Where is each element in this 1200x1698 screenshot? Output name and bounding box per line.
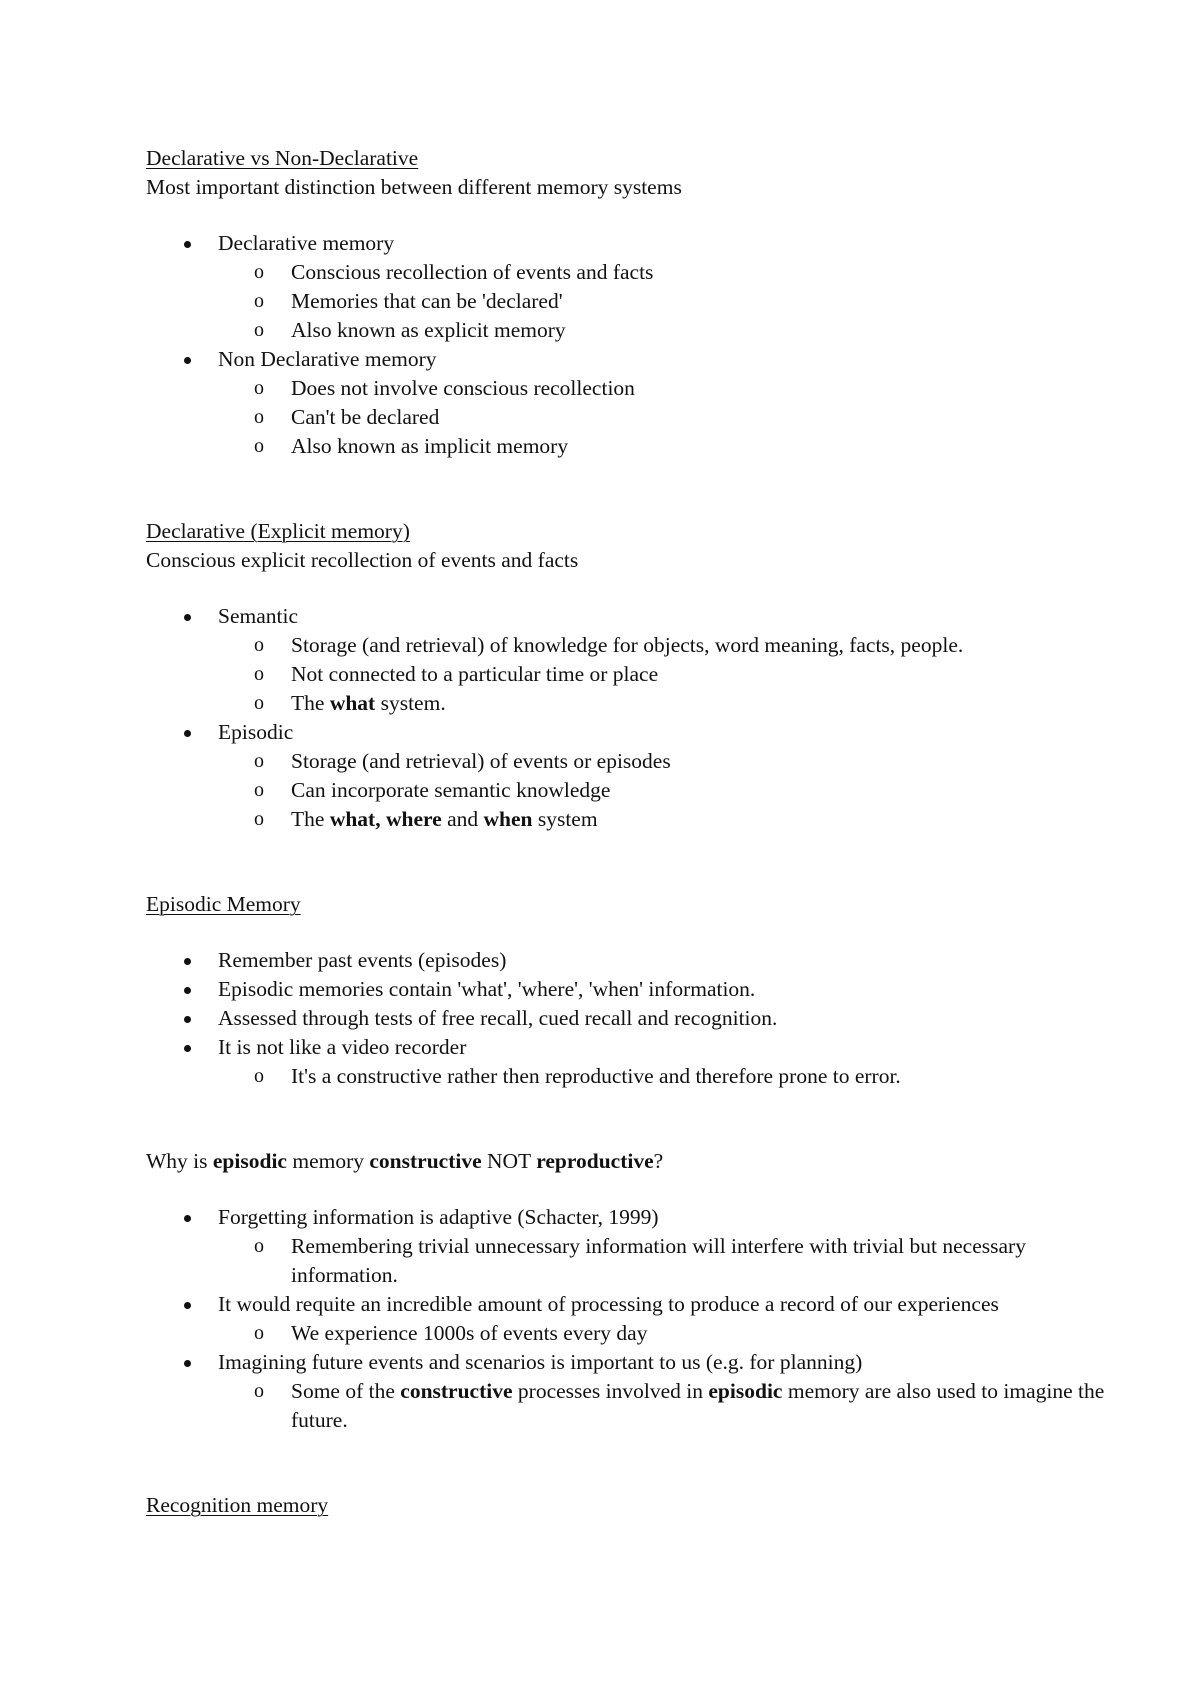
sub-list-item: o Does not involve conscious recollection [218,374,1106,403]
list-item: Episodic memories contain 'what', 'where', 'when' information. [146,975,1106,1004]
sub-list-item: o The what system. [218,689,1106,718]
sub-list [218,747,1106,834]
list-item: Semantic o Storage (and retrieval) of knowledge for objects, word meaning, facts, people. o Not connected to a particular time or place o The what system. [146,602,1106,718]
sub-list [218,1232,1106,1290]
sub-bullet-icon: o [254,779,264,801]
sub-list-item: o It's a constructive rather then reproductive and therefore prone to error. [218,1062,1106,1091]
sub-bullet-icon: o [254,750,264,772]
sub-list-item: o Not connected to a particular time or place [218,660,1106,689]
bullet-list [146,1203,1106,1435]
sub-bullet-icon: o [254,1322,264,1344]
document-page [146,144,1106,1520]
bullet-icon [184,1302,191,1309]
sub-bullet-icon: o [254,1235,264,1257]
bullet-list [146,946,1106,1091]
list-item: Non Declarative memory o Does not involve conscious recollection o Can't be declared o Also known as implicit memory [146,345,1106,461]
sub-list-item: o We experience 1000s of events every day [218,1319,1106,1348]
sub-bullet-icon: o [254,435,264,457]
sub-list [218,374,1106,461]
section-heading: Declarative vs Non-Declarative [146,146,419,170]
bullet-icon [184,987,191,994]
list-item: Imagining future events and scenarios is important to us (e.g. for planning) o Some of the constructive processes involved in episodic memory are also used to imagine the future. [146,1348,1106,1435]
list-item: Assessed through tests of free recall, cued recall and recognition. [146,1004,1106,1033]
bullet-icon [184,1360,191,1367]
sub-bullet-icon: o [254,1065,264,1087]
sub-bullet-icon: o [254,290,264,312]
bullet-icon [184,958,191,965]
list-item: Episodic o Storage (and retrieval) of events or episodes o Can incorporate semantic knowledge o The what, where and when system [146,718,1106,834]
sub-list-item: o Also known as implicit memory [218,432,1106,461]
sub-list-item: o Remembering trivial unnecessary information will interfere with trivial but necessary information. [254,1234,1026,1287]
sub-list-item: o Some of the constructive processes involved in episodic memory are also used to imagine the future. [254,1379,1105,1432]
bullet-icon [184,1016,191,1023]
list-item: Declarative memory o Conscious recollection of events and facts o Memories that can be 'declared' o Also known as explicit memory [146,229,1106,345]
bullet-icon [184,730,191,737]
sub-list-item: o Can incorporate semantic knowledge [218,776,1106,805]
sub-bullet-icon: o [254,808,264,830]
sub-list-item: o Storage (and retrieval) of knowledge for objects, word meaning, facts, people. [218,631,1106,660]
section-intro: Conscious explicit recollection of events and facts [146,548,579,572]
sub-list-item: o Can't be declared [218,403,1106,432]
sub-bullet-icon: o [254,692,264,714]
sub-list-item: o Storage (and retrieval) of events or episodes [218,747,1106,776]
sub-bullet-icon: o [254,663,264,685]
sub-list-item: o Memories that can be 'declared' [218,287,1106,316]
section-heading: Episodic Memory [146,892,301,916]
sub-list-item: o Conscious recollection of events and facts [218,258,1106,287]
sub-list-item: o The what, where and when system [218,805,1106,834]
bullet-icon [184,241,191,248]
list-item: Forgetting information is adaptive (Schacter, 1999) o Remembering trivial unnecessary information will interfere with trivial but necessary information. [146,1203,1106,1290]
list-item: It would requite an incredible amount of processing to produce a record of our experiences o We experience 1000s of events every day [146,1290,1106,1348]
section-heading: Recognition memory [146,1493,329,1517]
bullet-list [146,229,1106,461]
bullet-icon [184,614,191,621]
sub-bullet-icon: o [254,1380,264,1402]
sub-list [218,1319,1106,1348]
list-item: It is not like a video recorder o It's a constructive rather then reproductive and therefore prone to error. [146,1033,1106,1091]
bullet-icon [184,1045,191,1052]
sub-list-item: o Also known as explicit memory [218,316,1106,345]
sub-list [218,631,1106,718]
bullet-icon [184,357,191,364]
sub-bullet-icon: o [254,319,264,341]
sub-bullet-icon: o [254,377,264,399]
bullet-icon [184,1215,191,1222]
list-item: Remember past events (episodes) [146,946,1106,975]
question-heading: Why is episodic memory constructive NOT reproductive? [146,1149,664,1173]
sub-list [218,1062,1106,1091]
sub-list [218,258,1106,345]
section-heading: Declarative (Explicit memory) [146,519,410,543]
sub-bullet-icon: o [254,634,264,656]
sub-list [218,1377,1106,1435]
sub-bullet-icon: o [254,261,264,283]
sub-bullet-icon: o [254,406,264,428]
section-intro: Most important distinction between different memory systems [146,175,682,199]
bullet-list [146,602,1106,834]
